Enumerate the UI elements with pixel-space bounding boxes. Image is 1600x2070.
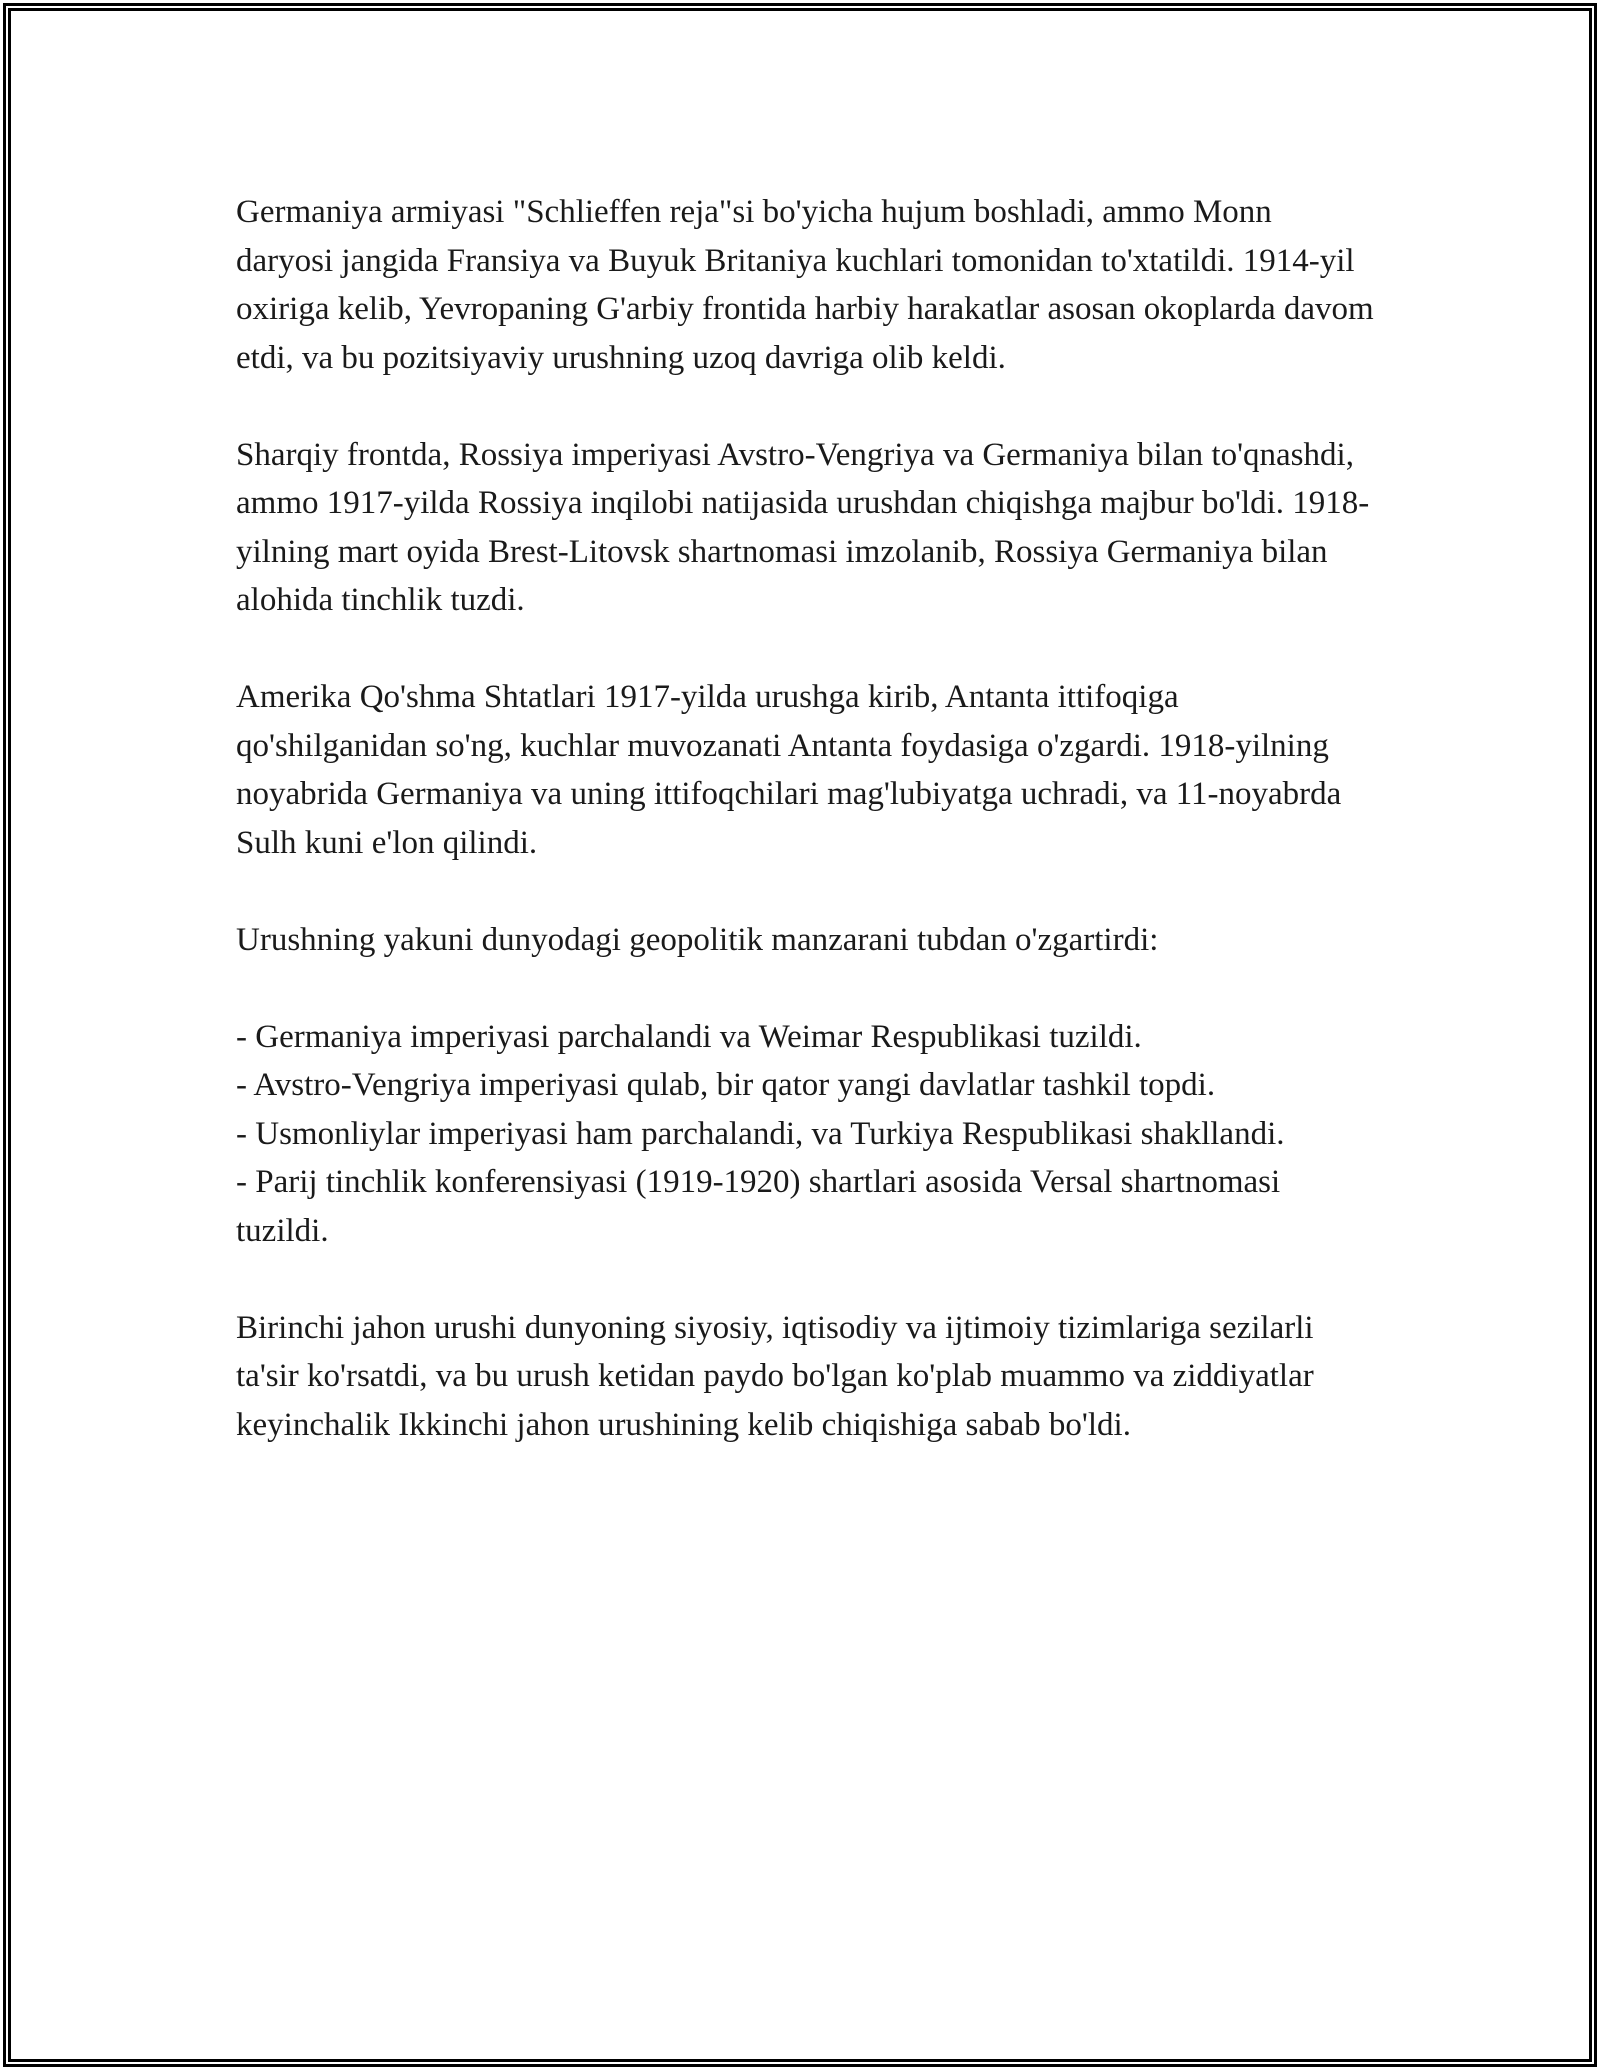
list-item: - Usmonliylar imperiyasi ham parchalandi, va Turkiya Respublikasi shakllandi. [236,1115,1285,1152]
paragraph-war-outcome-intro: Urushning yakuni dunyodagi geopolitik manzarani tubdan o'zgartirdi: [236,921,1159,958]
list-item: - Parij tinchlik konferensiyasi (1919-1920) shartlari asosida Versal shartnomasi tuzildi. [236,1164,1281,1249]
list-item: - Germaniya imperiyasi parchalandi va Weimar Respublikasi tuzildi. [236,1018,1142,1055]
paragraph-eastern-front: Sharqiy frontda, Rossiya imperiyasi Avstro-Vengriya va Germaniya bilan to'qnashdi, ammo 1917-yilda Rossiya inqilobi natijasida urushdan chiqishga majbur bo'ldi. 1918-yilning mart oyida Brest-Litovsk shartnomasi imzolanib, Rossiya Germaniya bilan alohida tinchlik tuzdi. [236,436,1370,618]
paragraph-western-front: Germaniya armiyasi "Schlieffen reja"si bo'yicha hujum boshladi, ammo Monn daryosi jangida Fransiya va Buyuk Britaniya kuchlari tomonidan to'xtatildi. 1914-yil oxiriga kelib, Yevropaning G'arbiy frontida harbiy harakatlar asosan okoplarda davom etdi, va bu pozitsiyaviy urushning uzoq davriga olib keldi. [236,194,1374,376]
paragraph-usa-entry: Amerika Qo'shma Shtatlari 1917-yilda urushga kirib, Antanta ittifoqiga qo'shilganidan so'ng, kuchlar muvozanati Antanta foydasiga o'zgardi. 1918-yilning noyabrida Germaniya va uning ittifoqchilari mag'lubiyatga uchradi, va 11-noyabrda Sulh kuni e'lon qilindi. [236,679,1342,861]
document-body [236,188,1376,1498]
outcomes-list [236,1013,1376,1256]
list-item: - Avstro-Vengriya imperiyasi qulab, bir qator yangi davlatlar tashkil topdi. [236,1067,1216,1103]
paragraph-conclusion: Birinchi jahon urushi dunyoning siyosiy, iqtisodiy va ijtimoiy tizimlariga sezilarli ta'sir ko'rsatdi, va bu urush ketidan paydo bo'lgan ko'plab muammo va ziddiyatlar keyinchalik Ikkinchi jahon urushining kelib chiqishiga sabab bo'ldi. [236,1309,1314,1443]
